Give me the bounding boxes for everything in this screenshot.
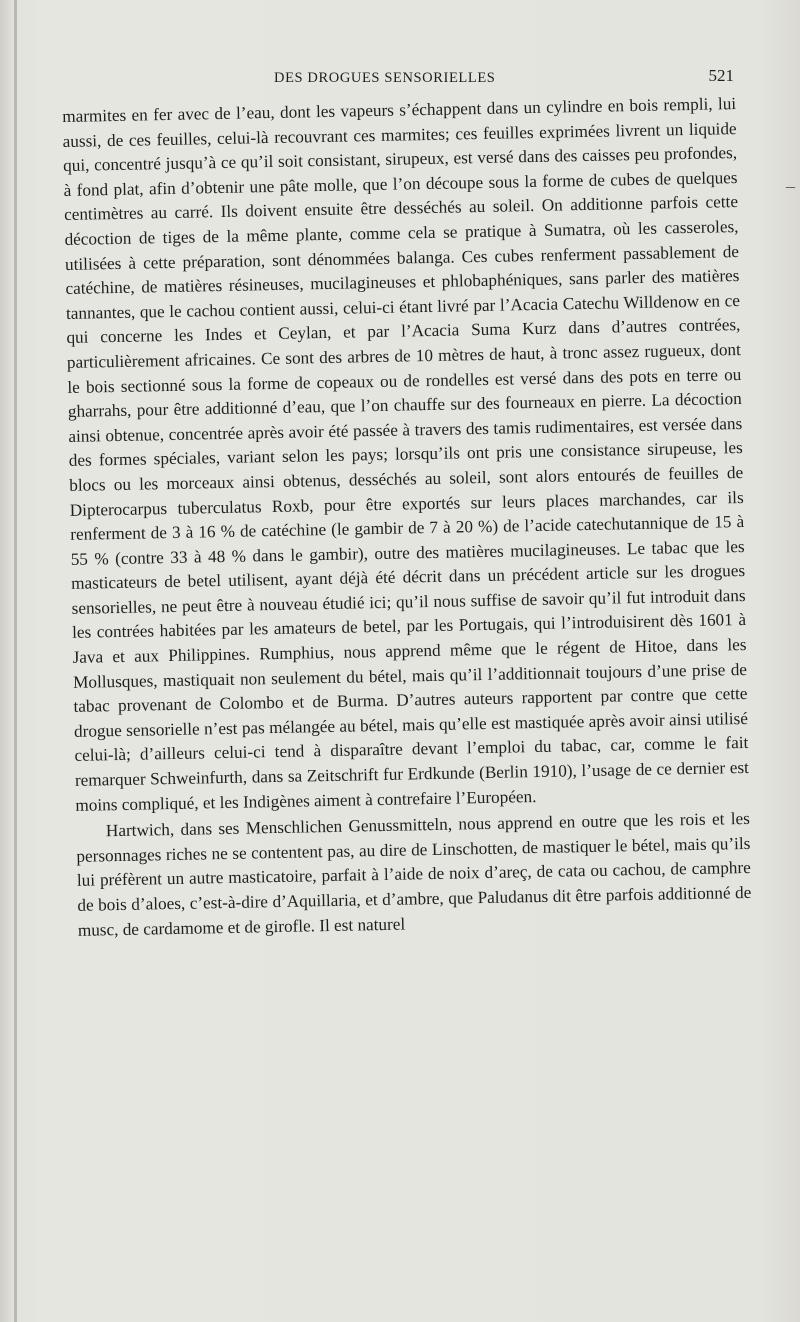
body-text <box>62 92 752 943</box>
margin-mark: – <box>786 176 795 196</box>
page-header <box>60 66 740 92</box>
running-head: DES DROGUES SENSORIELLES <box>274 70 496 86</box>
paragraph: marmites en fer avec de l’eau, dont les vapeurs s’échappent dans un cylindre en bois rempli, lui aussi, de ces feuilles, celui-là recouvrant ces marmites; ces feuilles exprimées livrent un liquide qui, concentré jusqu’à ce qu’il soit consistant, sirupeux, est versé dans des caisses peu profondes, à fond plat, afin d’obtenir une pâte molle, que l’on découpe sous la forme de cubes de quelques centimètres au carré. Ils doivent ensuite être desséchés au soleil. On additionne parfois cette décoction de tiges de la même plante, comme cela se pratique à Sumatra, où les casseroles, utilisées à cette préparation, sont dénommées balanga. Ces cubes renferment passablement de catéchine, de matières résineuses, mucilagineuses et phlobaphéniques, sans parler des matières tannantes, que le cachou contient aussi, celui-ci étant livré par l’Acacia Catechu Willdenow en ce qui concerne les Indes et Ceylan, et par l’Acacia Suma Kurz dans d’autres contrées, particulièrement africaines. Ce sont des arbres de 10 mètres de haut, à tronc assez rugueux, dont le bois sectionné sous la forme de copeaux ou de rondelles est versé dans des pots en terre ou gharrahs, pour être additionné d’eau, que l’on chauffe sur des fourneaux en pierre. La décoction ainsi obtenue, concentrée après avoir été passée à travers des tamis rudimentaires, est versée dans des formes spéciales, variant selon les pays; lorsqu’ils ont pris une consistance sirupeuse, les blocs ou les morceaux ainsi obtenus, desséchés au soleil, sont alors entourés de feuilles de Dipterocarpus tuberculatus Roxb, pour être exportés sur leurs places marchandes, car ils renferment de 3 à 16 % de catéchine (le gambir de 7 à 20 %) de l’acide catechutannique de 15 à 55 % (contre 33 à 48 % dans le gambir), outre des matières mucilagineuses. Le tabac que les masticateurs de betel utilisent, ayant déjà été décrit dans un précédent article sur les drogues sensorielles, ne peut être à nouveau étudié ici; qu’il nous suffise de savoir qu’il fut introduit dans les contrées habitées par les amateurs de betel, par les Portugais, qui l’introduisirent dès 1601 à Java et aux Philippines. Rumphius, nous apprend même que le régent de Hitoe, dans les Mollusques, mastiquait non seulement du bétel, mais qu’il l’additionnait toujours d’une prise de tabac provenant de Colombo et de Burma. D’autres auteurs rapportent par contre que cette drogue sensorielle n’est pas mélangée au bétel, mais qu’elle est mastiquée après avoir ainsi utilisé celui-là; d’ailleurs celui-ci tend à disparaître devant l’emploi du tabac, car, comme le fait remarquer Schweinfurth, dans sa Zeitschrift fur Erdkunde (Berlin 1910), l’usage de ce dernier est moins compliqué, et les Indigènes aiment à contrefaire l’Européen. <box>62 94 750 815</box>
binding-gutter <box>14 0 17 1322</box>
page-number: 521 <box>708 66 734 85</box>
paragraph: Hartwich, dans ses Menschlichen Genussmitteln, nous apprend en outre que les rois et les personnages riches ne se contentent pas, au dire de Linschotten, de mastiquer le bétel, mais qu’ils lui préfèrent un autre masticatoire, parfait à l’aide de noix d’areç, de cata ou cachou, de camphre de bois d’aloes, c’est-à-dire d’Aquillaria, et d’ambre, que Paludanus dit être parfois additionné de musc, de cardamome et de girofle. Il est naturel <box>76 809 752 940</box>
